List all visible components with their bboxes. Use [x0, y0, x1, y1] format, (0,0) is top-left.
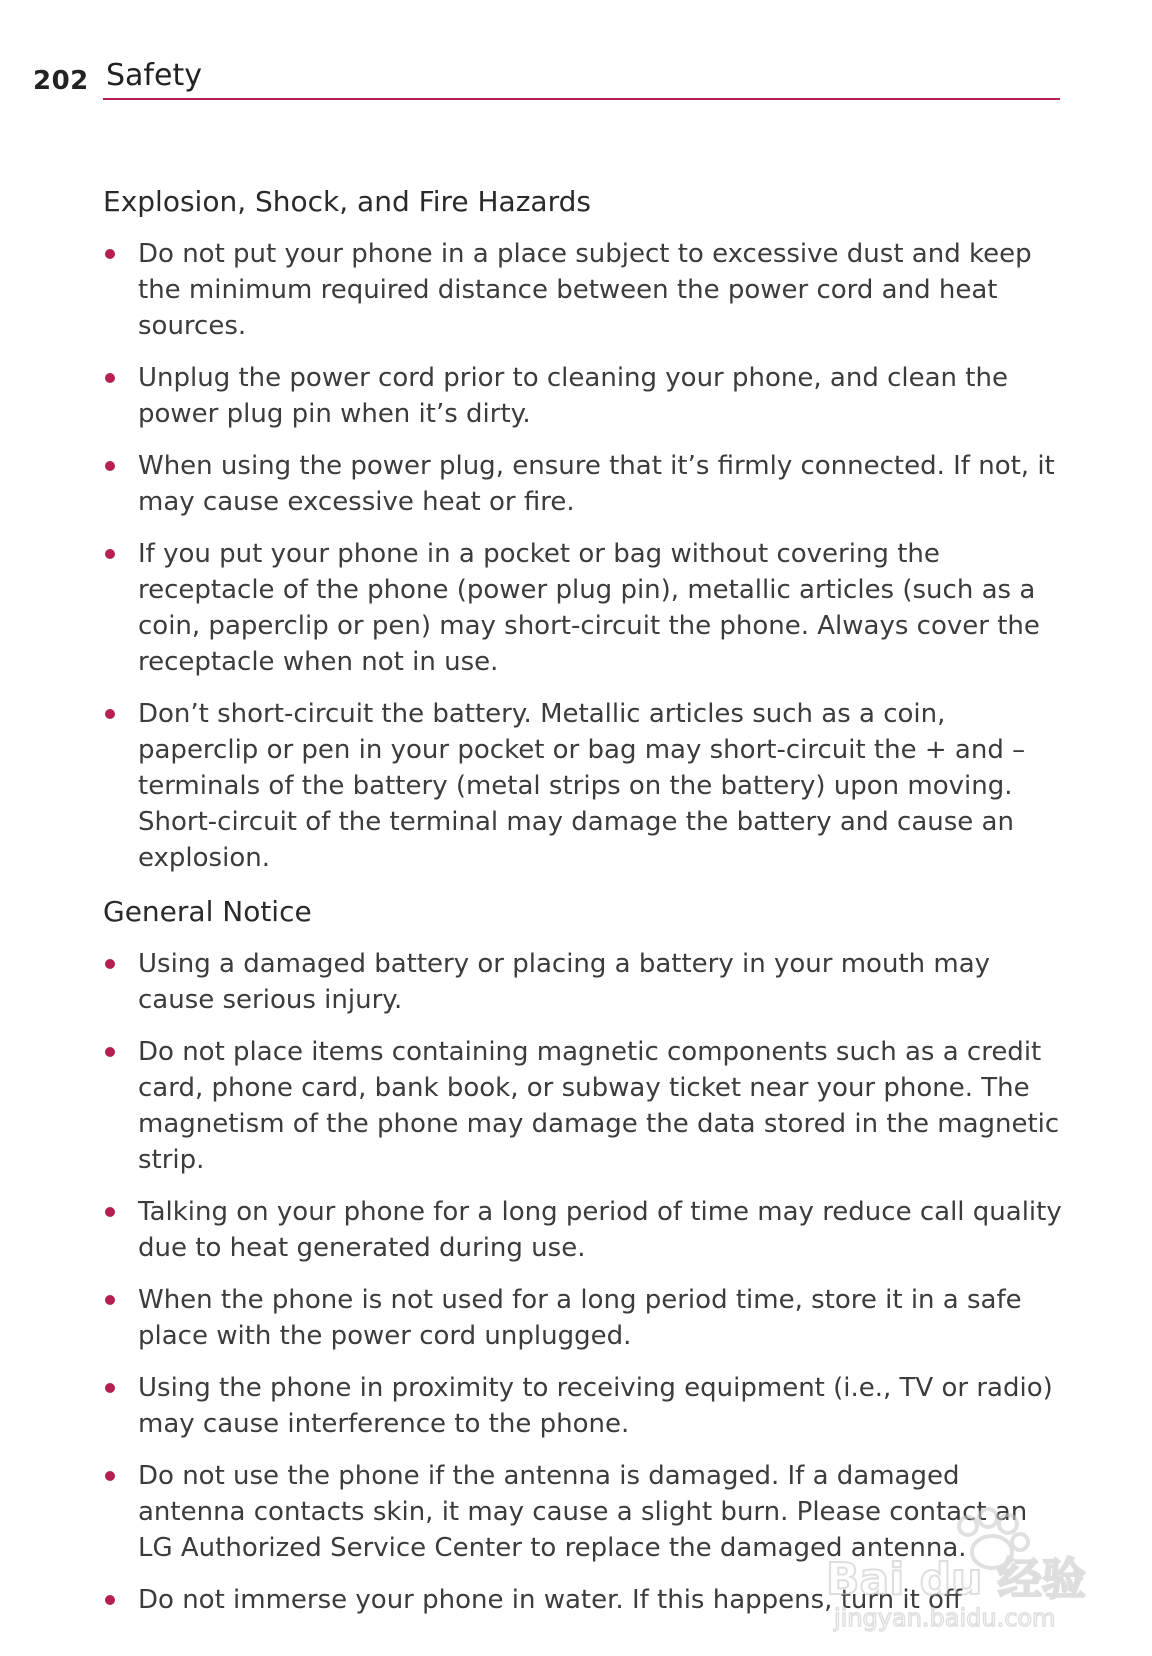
list-item [103, 1034, 1063, 1178]
list-item-text: If you put your phone in a pocket or bag without covering the receptacle of the phone (power plug pin), metallic articles (such as a coin, paperclip or pen) may short-circuit the phone. Always cover the receptacle when not in use. [138, 539, 1040, 677]
list-item-text: When the phone is not used for a long period time, store it in a safe place with the power cord unplugged. [138, 1285, 1022, 1351]
bullet-icon [105, 1595, 115, 1605]
bullet-icon [105, 249, 115, 259]
bullet-icon [105, 373, 115, 383]
page-content [103, 182, 1063, 1634]
list-item-text: Using the phone in proximity to receiving equipment (i.e., TV or radio) may cause interference to the phone. [138, 1373, 1053, 1439]
bullet-icon [105, 709, 115, 719]
bullet-icon [105, 1047, 115, 1057]
list-item-text: Do not immerse your phone in water. If this happens, turn it off [138, 1585, 962, 1615]
page-number: 202 [33, 66, 89, 96]
list-item-text: Do not place items containing magnetic components such as a credit card, phone card, bank book, or subway ticket near your phone. The magnetism of the phone may damage the data stored in the magnetic strip. [138, 1037, 1060, 1175]
hazards-list [103, 236, 1063, 876]
list-item-text: Do not use the phone if the antenna is damaged. If a damaged antenna contacts skin, it may cause a slight burn. Please contact an LG Authorized Service Center to replace the damaged antenna. [138, 1461, 1028, 1563]
bullet-icon [105, 461, 115, 471]
list-item [103, 1370, 1063, 1442]
list-item [103, 1194, 1063, 1266]
header-divider [103, 98, 1060, 100]
bullet-icon [105, 1295, 115, 1305]
bullet-icon [105, 1207, 115, 1217]
section-heading-hazards: Explosion, Shock, and Fire Hazards [103, 185, 591, 218]
watermark-brand: Bai du 经验 [826, 1554, 1086, 1605]
watermark-url: jingyan.baidu.com [834, 1604, 1056, 1632]
list-item-text: Talking on your phone for a long period of time may reduce call quality due to heat generated during use. [138, 1197, 1062, 1263]
list-item-text: When using the power plug, ensure that it’s firmly connected. If not, it may cause excessive heat or fire. [138, 451, 1055, 517]
list-item [103, 360, 1063, 432]
section-heading-general-notice: General Notice [103, 895, 312, 928]
list-item-text: Using a damaged battery or placing a battery in your mouth may cause serious injury. [138, 949, 991, 1015]
list-item [103, 1282, 1063, 1354]
bullet-icon [105, 959, 115, 969]
bullet-icon [105, 549, 115, 559]
list-item-text: Unplug the power cord prior to cleaning your phone, and clean the power plug pin when it’s dirty. [138, 363, 1008, 429]
bullet-icon [105, 1471, 115, 1481]
list-item-text: Don’t short-circuit the battery. Metallic articles such as a coin, paperclip or pen in your pocket or bag may short-circuit the + and – terminals of the battery (metal strips on the battery) upon moving. Short-circuit of the terminal may damage the battery and cause an explosion. [138, 699, 1026, 873]
baidu-watermark-logo [820, 1496, 1100, 1636]
list-item [103, 696, 1063, 876]
list-item-text: Do not put your phone in a place subject to excessive dust and keep the minimum required distance between the power cord and heat sources. [138, 239, 1032, 341]
bullet-icon [105, 1383, 115, 1393]
page-title: Safety [106, 58, 202, 93]
list-item [103, 946, 1063, 1018]
list-item [103, 536, 1063, 680]
list-item [103, 448, 1063, 520]
list-item [103, 236, 1063, 344]
